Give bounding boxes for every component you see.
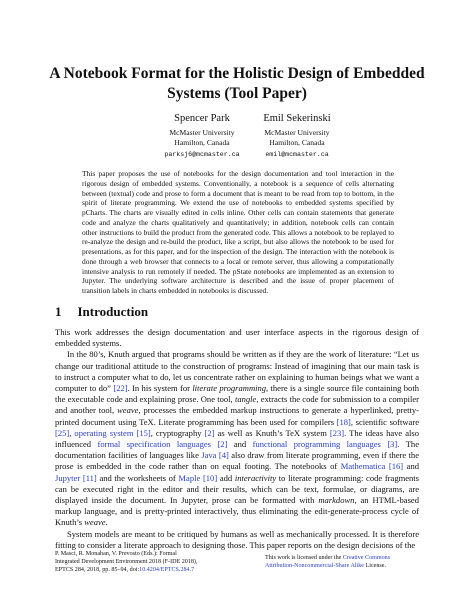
text-run: In the 80’s, Knuth argued that programs should be written as if they are the work of literature: “Let us change our traditional attitude to the construction of programs: Instead of imagining that our main task is to instruct a computer what to do, let us concentrate rather on explaining to human beings what we want a computer to do” — [55, 349, 419, 394]
citation-link[interactable]: [18] — [336, 416, 351, 427]
license-line-2 — [265, 563, 425, 571]
title-line-1: A Notebook Format for the Holistic Design of Embedded — [49, 65, 425, 82]
body-text — [55, 327, 419, 551]
footer-line-3 — [55, 567, 235, 575]
emphasis: tangle — [234, 394, 257, 405]
doi-link[interactable]: 10.4204/EPTCS.284.7 — [139, 566, 195, 573]
author-name: Emil Sekerinski — [263, 113, 331, 124]
text-run: and — [403, 461, 419, 472]
text-run: . In his system for — [127, 383, 193, 394]
text-run: , there is a single source file containing both the executable code and explaining prose. One tool, — [55, 383, 419, 405]
emphasis: weave — [117, 405, 139, 416]
citation-link[interactable]: [4] — [218, 450, 229, 461]
license-text: This work is licensed under the — [265, 555, 343, 561]
section-number: 1 — [55, 304, 62, 319]
footer-text: EPTCS 284, 2018, pp. 85–94, doi: — [55, 566, 140, 573]
paper-title — [40, 64, 434, 104]
emphasis: literate programming — [192, 383, 267, 394]
text-run: , cryptography — [150, 427, 205, 438]
citation-link[interactable]: [10] — [202, 472, 218, 483]
citation-link[interactable]: [16] — [388, 461, 404, 472]
text-run: as well as Knuth’s TeX system — [214, 427, 330, 438]
paragraph-2 — [55, 349, 419, 528]
emphasis: interactivity — [234, 472, 277, 483]
text-run: , extracts the code for submission to a compiler and another tool, — [55, 394, 419, 416]
paragraph-3: System models are meant to be critiqued by humans as well as mechanically processed. It is therefore fitting to consider a literate approach to designing those. This paper reports on the design decisions of the — [55, 528, 419, 550]
license-link[interactable]: Attribution-Noncommercial-Share Alike — [265, 562, 364, 569]
abstract: This paper proposes the use of notebooks for the design documentation and tool interaction in the rigorous design of embedded systems. Conventionally, a notebook is a sequence of cells alternating between (textual) code and prose to form a document that is meant to be read from top to bottom, in the spirit of literate programming. We extend the use of notebooks to embedded systems specified by pCharts. The charts are visually edited in cells inline. Other cells can contain statements that generate code and analyze the charts qualitatively and quantitatively; in addition, notebook cells can contain other instructions to build the product from the generated code. This allows a notebook to be replayed to re-analyze the design and re-build the product, like a script, but also allows the notebook to be used for presentations, as for this paper, and for the inspection of the design. The interaction with the notebook is done through a web browser that connects to a local or remote server, thus allowing a computationally intensive analysis to run remotely if needed. The pState notebooks are implemented as an extension to Jupyter. The underlying software architecture is described and the issue of proper placement of transition labels in charts embedded in notebooks is discussed. — [82, 169, 394, 295]
text-run: , an HTML-based markup language, and is pretty-printed interactively, thus eliminating the edit-generate-process cycle of Knuth’s — [55, 495, 419, 528]
java-link[interactable]: Java — [201, 450, 217, 461]
mathematica-link[interactable]: Mathematica — [340, 461, 386, 472]
text-run: add — [217, 472, 235, 483]
text-run: also draw from literate programming, even if there the prose is embedded in the code rather than on equal footing. The notebooks of — [55, 450, 420, 472]
citation-link[interactable]: [23] — [329, 427, 345, 438]
author-name: Spencer Park — [174, 113, 230, 124]
footer-line-2: Integrated Development Environment 2018 (F-IDE 2018), — [55, 558, 198, 565]
affiliation-line-2: Hamilton, Canada — [174, 137, 230, 147]
text-run: , scientific software — [350, 416, 419, 427]
jupyter-link[interactable]: Jupyter — [55, 472, 81, 483]
author-email: parksj6@mcmaster.ca — [164, 151, 240, 158]
citation-link[interactable]: [2] — [217, 439, 228, 450]
author-block-2 — [232, 112, 362, 160]
text-run: , processes the embedded markup instructions to generate a hyperlinked, pretty-printed document using TeX. Literate programming has been used for compilers — [55, 405, 420, 427]
author-affiliation — [232, 128, 362, 147]
emphasis: markdown — [318, 495, 355, 506]
text-run: . The ideas have also influenced — [55, 427, 420, 450]
citation-link[interactable]: [3] — [387, 439, 398, 450]
text-run: , — [69, 427, 75, 438]
affiliation-line-1: McMaster University — [169, 128, 235, 137]
citation-link[interactable]: [2] — [204, 427, 215, 438]
author-email: emil@mcmaster.ca — [265, 151, 329, 158]
affiliation-line-1: McMaster University — [264, 128, 330, 137]
citation-link[interactable]: [11] — [82, 472, 97, 483]
text-run: and the worksheets of — [96, 472, 179, 483]
text-run: . The documentation facilities of languages like — [55, 439, 419, 461]
license-line-1 — [265, 555, 425, 563]
text-run: to literate programming: code fragments can be executed right in the editor and their results, which can be text, formulae, or diagrams, are displayed inside the document. In Jupyter, prose can be formatted with — [55, 472, 420, 506]
maple-link[interactable]: Maple — [178, 472, 201, 483]
citation-link[interactable]: [15] — [136, 427, 151, 438]
footer-citation — [55, 551, 235, 575]
citation-link[interactable]: [25] — [55, 427, 70, 438]
citation-link[interactable]: [22] — [113, 383, 128, 394]
license-text: License. — [364, 562, 386, 569]
formal-specification-link[interactable]: formal specification languages — [97, 439, 212, 450]
emphasis: weave — [84, 517, 106, 528]
text-run: and — [227, 439, 253, 450]
functional-programming-link[interactable]: functional programming languages — [252, 439, 381, 450]
footer-license — [265, 555, 425, 571]
text-run: . — [105, 517, 108, 528]
affiliation-line-2: Hamilton, Canada — [269, 137, 325, 147]
license-link[interactable]: Creative Commons — [342, 555, 391, 561]
title-line-2: Systems (Tool Paper) — [167, 85, 307, 102]
paragraph-1: This work addresses the design documentation and user interface aspects in the rigorous design of embedded systems. — [55, 327, 419, 349]
section-heading — [55, 304, 148, 320]
section-title: Introduction — [77, 304, 149, 319]
footer-line-1: P. Masci, R. Monahan, V. Prevosto (Eds.): Formal — [55, 551, 177, 557]
operating-system-link[interactable]: operating system — [74, 427, 134, 438]
